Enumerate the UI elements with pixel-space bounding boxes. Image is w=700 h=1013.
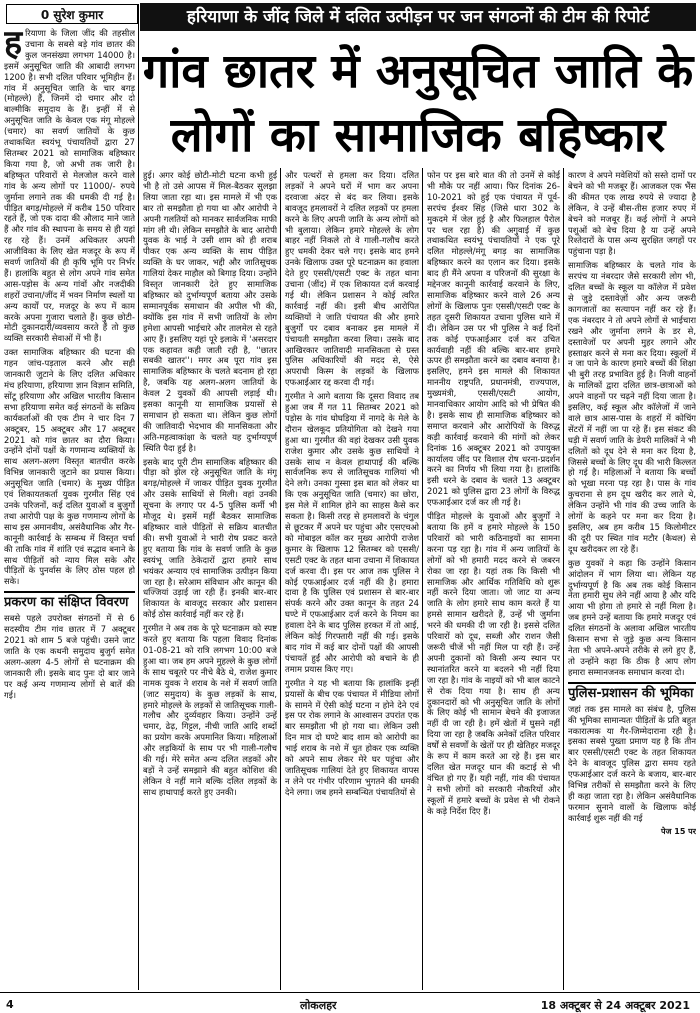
paragraph: रियाणा के जिला जींद की तहसील उचाना के सबसे बड़े गांव छातर की कुल जनसंख्या लगभग 14000 है। इसमें अनुसूचित जाति की आबादी लगभग 1200 है। सभी दलित परिवार भूमिहीन हैं। गांव में अनुसूचित जाति के चार बगड़ (मोहल्ले) हैं, जिनमें दो चमार और दो बाल्मीकि समुदाय के हैं। इन्हीं में से अनुसूचित जाति के केवल एक मंगू मोहल्ले (चमार) का सवर्ण जातियों के कुछ तथाकथित स्वयंभू पंचायतियों द्वारा 27 सितम्बर 2021 को सामाजिक बहिष्कार किया गया है, जो अभी तक जारी है। बहिष्कृत परिवारों से मेलजोल करने वाले गांव के अन्य लोगों पर 11000/- रुपये जुर्माना लगाने तक की धमकी दी गई है। पीड़ित बगड़/मोहल्ले में करीब 150 परिवार रहते हैं, जो एक दादा की औलाद माने जाते हैं और गांव की स्थापना के समय से ही यहां रह रहे हैं। उनमें अधिकतर अपनी आजीविका के लिए खेत मजदूर के रूप में सवर्ण जातियों की ही कृषि भूमि पर निर्भर हैं। हालांकि बहुत से लोग अपने गांव समेत आस-पड़ोस के अन्य गांवों और नजदीकी शहरों उचाना/जींद में भवन निर्माण स्थलों या अन्य कार्यों पर, मजदूर के रूप में काम करके अपना गुजारा चलाते हैं। कुछ छोटी-मोटी दुकानदारी/व्यवसाय करते हैं तो कुछ व्यक्ति सरकारी सेवाओं में भी हैं।: [4, 28, 135, 344]
column-rule: [422, 168, 423, 990]
article-column-5: [568, 170, 696, 990]
paragraph: गुरमीत ने आगे बताया कि दूसरा विवाद तब हुआ जब मैं गत 11 सितम्बर 2021 को पड़ोस के गांव घोघड़िया में नागदे के मेले के दौरान खेलकूद प्रतियोगिता को देखने गया हुआ था। गुरमीत की वहां देखकर उसी युवक राजेश कुमार और उसके कुछ साथियों ने उसके साथ न केवल हाथापाई की बल्कि सार्वजनिक रूप से जातिसूचक गालियां भी देने लगे। उनका गुस्सा इस बात को लेकर था कि एक अनुसूचित जाति (चमार) का छोरा, इस मेले में शामिल होने का साहस कैसे कर सकता है। किसी तरह से हमलावरों के चंगुल से छूटकर मैं अपने घर पहुंचा और एसएचओ को मोबाइल कॉल कर मुख्य आरोपी राजेश कुमार के खिलाफ 12 सितम्बर को एससी/एसटी एक्ट के तहत थाना उचाना में शिकायत दर्ज करवा दी। इस पर आज तक पुलिस ने कोई एफआईआर दर्ज नहीं की है। हमारा दावा है कि पुलिस एवं प्रशासन से बार-बार संपर्क करने और उक्त कानून के तहत 24 घण्टे में एफआईआर दर्ज करने के नियम का हवाला देने के बाद पुलिस हरकत में तो आई, लेकिन कोई गिरफ्तारी नहीं की गई। इसके बाद गांव में कई बार दोनों पक्षों की आपसी पंचायतें हुईं और आरोपी को बचाने के ही तमाम प्रयास किए गए।: [285, 391, 419, 674]
paragraph: कुछ युवकों ने कहा कि उन्होंने किसान आंदोलन में भाग लिया था। लेकिन यह दुर्भाग्यपूर्ण है कि अब तक कोई किसान नेता हमारी सुध लेने नहीं आया है और यदि आया भी होगा तो हमारे से नहीं मिला है। जब हमने उन्हें बताया कि हमारे मजदूर एवं दलित संगठनों के अलावा अखिल भारतीय किसान सभा से जुड़े कुछ अन्य किसान नेता भी अपने-अपने तरीके से लगे हुए हैं, तो उन्होंने कहा कि ठीक है आप लोग हमारा सम्मानजनक समाधान करवा दो।: [568, 557, 696, 677]
paragraph: कारण वे अपने मवेशियों को सस्ते दामों पर बेचने को भी मजबूर हैं। आजकल एक भैंस की कीमत एक लाख रुपये से ज्यादा है लेकिन, वे उन्हें बीस-तीस हजार रुपए में बेचने को मजबूर हैं। कई लोगों ने अपने पशुओं को बेच दिया है या उन्हें अपने रिश्तेदारों के पास अन्य सुरक्षित जगहों पर पहुंचाना पड़ा है।: [568, 170, 696, 257]
kicker-banner: हरियाणा के जींद जिले में दलित उत्पीड़न पर जन संगठनों की टीम की रिपोर्ट: [140, 3, 696, 31]
byline: 0 सुरेश कुमार: [6, 4, 138, 24]
paragraph: गुरमीत ने यह भी बताया कि हालांकि इन्हीं प्रयासों के बीच एक पंचायत में मीडिया लोगों के सामने में ऐसी कोई घटना न होने देने एवं इस पर रोक लगाने के आश्वासन उपरांत एक बार समझौता भी हो गया था। लेकिन उसी दिन मात्र दो घण्टे बाद शाम को आरोपी का भाई शराब के नशे में धुत होकर एक व्यक्ति को अपने साथ लेकर मेरे घर पहुंचा और जातिसूचक गालियां देते हुए शिकायत वापस न लेने पर गंभीर परिणाम भुगतने की धमकी देने लगा। जब हमने सम्बन्धित पंचायतियों से: [285, 677, 419, 797]
continued-label: पेज 15 पर: [661, 826, 696, 836]
paragraph: फोन पर इस बारे बात की तो उनमें से कोई भी मौके पर नहीं आया। फिर दिनांक 26-10-2021 को हुई एक पंचायत में पूर्व-सरपंच ईश्वर सिंह (जिसे धारा 302 के मुकदमे में जेल हुई है और फिलहाल पैरोल पर चल रहा है) की अगुवाई में कुछ तथाकथित स्वयंभू पंचायतियों ने एक पूरे दलित मोहल्ले/मंगू बगड़ का सामाजिक बहिष्कार करने का एलान कर दिया। इसके बाद ही मैंने अपना व परिजनों की सुरक्षा के मद्देनजर कानूनी कार्रवाई करवाने के लिए, सामाजिक बहिष्कार करने वाले 26 अन्य लोगों के खिलाफ पुनः एससी/एसटी एक्ट के तहत दूसरी शिकायत उचाना पुलिस थाने में दी। लेकिन उस पर भी पुलिस ने कई दिनों तक कोई एफआईआर दर्ज कर उचित कार्यवाही नहीं की बल्कि बार-बार हमारे ऊपर ही समझौता करने का दबाव बनाया है। इसलिए, हमने इस मामले की शिकायत माननीय राष्ट्रपति, प्रधानमंत्री, राज्यपाल, मुख्यमंत्री, एससी/एसटी आयोग, मानवाधिकार आयोग आदि को भी प्रेषित की है। इसके साथ ही सामाजिक बहिष्कार को समाप्त करवाने और आरोपियों के विरुद्ध कड़ी कार्रवाई करवाने की मांगों को लेकर दिनांक 16 अक्टूबर 2021 को उपायुक्त कार्यालय जींद पर विशाल रोष धरना-प्रदर्शन करने का निर्णय भी लिया गया है। हालांकि इसी धरने के दबाव के चलते 13 अक्टूबर 2021 को पुलिस द्वारा 23 लोगों के विरुद्ध एफआईआर दर्ज कर ली गई है।: [427, 170, 560, 508]
page-number: 4: [6, 998, 14, 1011]
issue-date: 18 अक्टूबर से 24 अक्टूबर 2021: [540, 999, 690, 1012]
article-column-4: [427, 170, 560, 990]
paragraph: सामाजिक बहिष्कार के चलते गांव के सरपंच या नंबरदार जैसे सरकारी लोग भी, दलित बच्चों के स्कूल या कॉलेज में प्रवेश से जुड़े दस्तावेज़ों और अन्य जरूरी कागजातों का सत्यापन नहीं कर रहे हैं। एक नंबरदार ने तो अपने लोगों से भाईचारा रखने और जुर्माना लगने के डर से, दस्तावेजों पर अपनी मुहर लगाने और हस्ताक्षर करने से मना कर दिया। स्कूलों में न जा पाने के कारण हमारे बच्चों की शिक्षा भी बुरी तरह प्रभावित हुई है। निजी वाहनों के मालिकों द्वारा दलित छात्र-छात्राओं को अपने वाहनों पर चढ़ने नहीं दिया जाता है। इसलिए, कई स्कूल और कॉलेजों में जाने वाले छात्र आस-पास के शहरों में कोचिंग सेंटरों में नहीं जा पा रहे हैं। इस संकट की घड़ी में सवर्ण जाति के डेयरी मालिकों ने भी दलितों को दूध देने से मना कर दिया है, जिससे बच्चों के लिए दूध की भारी किल्लत हो गई है। महिलाओं ने बताया कि बच्चों को भूखा मरना पड़ रहा है। पास के गांव कुचराना से हम दूध खरीद कर लाते थे, लेकिन उन्होंने भी गांव की उच्च जाति के लोगों के कहने पर मना कर दिया है। इसलिए, अब हम करीब 15 किलोमीटर की दूरी पर स्थित गांव मटौर (कैथल) से दूध खरीदकर ला रहे हैं।: [568, 260, 696, 554]
column-rule: [280, 168, 281, 990]
publication-name: लोकलहर: [300, 999, 337, 1012]
section-heading: प्रकरण का संक्षिप्त विवरण: [4, 591, 135, 611]
page-footer: [0, 996, 700, 1013]
paragraph: जहां तक इस मामले का संबंध है, पुलिस की भूमिका सामान्यतः पीड़ितों के प्रति बहुत नकारात्मक या गैर-जिम्मेदाराना रही है। इसका सबसे पुख्ता प्रमाण यह है कि तीन बार एससी/एसटी एक्ट के तहत शिकायत देने के बावजूद पुलिस द्वारा समय रहते एफआईआर दर्ज करने के बजाय, बार-बार विभिन्न तरीकों से समझौता करने के लिए ही कहा जाता रहा है। लेकिन असंवैधानिक फरमान सुनाने वालों के खिलाफ कोई कार्रवाई शुरू नहीं की गई: [568, 703, 696, 823]
headline: गांव छातर में अनुसूचित जाति के लोगों का सामाजिक बहिष्कार: [142, 44, 694, 163]
paragraph: गुरमीत ने अब तक के पूरे घटनाक्रम को स्पष्ट करते हुए बताया कि पहला विवाद दिनांक 01-08-21 को रात्रि लगभग 10:00 बजे हुआ था। जब हम अपने मुहल्ले के कुछ लोगों के साथ चबूतरे पर नीचे बैठे थे, राजेश कुमार नामक युवक ने शराब के नशे में सवर्ण जाति (जाट समुदाय) के कुछ लड़कों के साथ, हमारे मोहल्ले के लड़कों से जातिसूचक गाली-गलौच और दुर्व्यवहार किया। उन्होंने उन्हें चमार, ढेढ़, गिट्टल, नीची जाति आदि शब्दों का प्रयोग करके अपमानित किया। महिलाओं और लड़कियों के साथ पर भी गाली-गलौच की गई। मेरे समेत अन्य दलित लड़कों और बड़ों ने उन्हें समझाने की बहुत कोशिश की लेकिन वे नहीं माने बल्कि दलित लड़कों के साथ हाथापाई करते हुए उनकी।: [143, 623, 277, 797]
column-rule: [563, 168, 564, 990]
article-column-1: [4, 28, 135, 990]
article-column-3: [285, 170, 419, 990]
paragraph: पीड़ित मोहल्ले के युवाओं और बुजुर्गों ने बताया कि हमें व हमारे मोहल्ले के 150 परिवारों को भारी कठिनाइयों का सामना करना पड़ रहा है। गांव में अन्य जातियों के लोगों को भी हमारी मदद करने से जबरन रोका जा रहा है। यहां तक कि किसी भी सामाजिक और आर्थिक गतिविधि को शुरू नहीं करने दिया जाता। जो जाट या अन्य जाति के लोग हमारे साथ काम करते हैं या हमसे सामान खरीदते हैं, उन्हें भी जुर्माना भरने की धमकी दी जा रही है। इससे दलित परिवारों को दूध, सब्जी और राशन जैसी जरूरी चीजें भी नहीं मिल पा रही हैं। उन्हें अपनी दुकानों को किसी अन्य स्थान पर स्थानांतरित करने या बदलने भी नहीं दिया जा रहा है। गांव के नाइयों को भी बाल काटने से रोक दिया गया है। साथ ही अन्य दुकानदारों को भी अनुसूचित जाति के लोगों के लिए कोई भी सामान बेचने की इजाजत नहीं दी जा रही है। हमें खेतों में घुसने नहीं दिया जा रहा है जबकि अनेकों दलित परिवार वर्षों से सवर्णों के खेतों पर ही खेतिहर मजदूर के रूप में काम करते आ रहे हैं। इस बार दलित खेत मजदूर धान की कटाई से भी वंचित हो गए हैं। यही नहीं, गांव की पंचायत ने सभी लोगों को सरकारी नौकरियों और स्कूलों में हमारे बच्चों के प्रवेश से भी रोकने के कड़े निर्देश दिए हैं।: [427, 511, 560, 816]
paragraph: सबसे पहले उपरोक्त संगठनों में से 6 सदस्यीय टीम गांव छातर में 7 अक्टूबर 2021 को शाम 5 बजे पहुंची। उसने जाट जाति के एक कथनी समुदाय बुजुर्ग समेत अलग-अलग 4-5 लोगों से घटनाक्रम की जानकारी ली। इसके बाद पुनः दो बार जाने पर कई अन्य गणमान्य लोगों से बातें की गई।: [4, 613, 135, 700]
column-rule: [138, 4, 139, 990]
paragraph: इसके बाद पूरी टीम सामाजिक बहिष्कार की पीड़ा को झेल रहे अनुसूचित जाति के मंगू बगड़/मोहल्ले में जाकर पीड़ित युवक गुरमीत और उसके साथियों से मिली। वहां उनकी सूचना के लगाए पर 4-5 पुलिस कर्मी भी मौजूद थे। इसमें महीं बैठकर सामाजिक बहिष्कार वाले पीड़ितों से सक्रिय बातचीत की। सभी युवाओं ने भारी रोष प्रकट करते हुए बताया कि गांव के सवर्ण जाति के कुछ स्वयंभू जाति ठेकेदारों द्वारा हमारे साथ भयंकर अन्याय एवं सामाजिक उत्पीड़न किया जा रहा है। सरेआम संविधान और कानून की धज्जियां उड़ाई जा रही हैं। इनकी बार-बार शिकायत के बावजूद सरकार और प्रशासन कोई ठोस कार्रवाई नहीं कर रहे हैं।: [143, 456, 277, 620]
drop-cap: ह: [4, 28, 23, 63]
section-heading: पुलिस-प्रशासन की भूमिका: [568, 682, 696, 702]
footer-rule: [0, 992, 700, 993]
paragraph: और पत्थरों से हमला कर दिया। दलित लड़कों ने अपने घरों में भाग कर अपना दरवाजा अंदर से बंद कर लिया। इसके बावजूद हमलावरों ने दलित लड़कों पर हमला करने के लिए अपनी जाति के अन्य लोगों को भी बुलाया। लेकिन हमारे मोहल्ले के लोग बाहर नहीं निकले तो वे गाली-गलौच करते हुए धमकी देकर चले गए। इसके बाद हमने उनके खिलाफ उक्त पूरे घटनाक्रम का हवाला देते हुए एससी/एसटी एक्ट के तहत थाना उचाना (जींद) में एक शिकायत दर्ज करवाई गई थी। लेकिन प्रशासन ने कोई त्वरित कार्रवाई नहीं की। इसी बीच आरोपित व्यक्तियों ने जाति पंचायत की और हमारे बुजुर्गों पर दबाव बनाकर इस मामले में पंचायती समझौता करवा लिया। उसके बाद आखिरकार जातिवादी मानसिकता से ग्रस्त पुलिस अधिकारियों की मदद से, ऐसे अपराधी किस्म के लड़कों के खिलाफ एफआईआर रद्द करवा दी गई।: [285, 170, 419, 388]
paragraph: उक्त सामाजिक बहिष्कार की घटना की गहन जांच-पड़ताल करने और सही जानकारी जुटाने के लिए दलित अधिकार मंच हरियाणा, हरियाणा ज्ञान विज्ञान समिति, सोंटू हरियाणा और अखिल भारतीय किसान सभा हरियाणा समेत कई संगठनों के सक्रिय कार्यकर्ताओं की एक टीम ने चार दिन 7 अक्टूबर, 15 अक्टूबर और 17 अक्टूबर 2021 को गांव छातर का दौरा किया। उन्होंने दोनों पक्षों के गणमान्य व्यक्तियों के साथ अलग-अलग विस्तृत बातचीत करके विभिन्न जानकारी जुटाने का प्रयास किया। अनुसूचित जाति (चमार) के मुख्य पीड़ित एवं शिकायतकर्ता युवक गुरमीत सिंह एवं उनके परिजनों, कई दलित युवाओं व बुजुर्गों तथा आरोपी पक्ष के कुछ गणमान्य लोगों के साथ इस अमानवीय, असंवैधानिक और गैर-कानूनी कार्रवाई के सम्बन्ध में विस्तृत चर्चा की ताकि गांव में शांति एवं सद्भाव बनाने के साथ पीड़ितों को न्याय मिल सके और पीड़ितों के पुनर्वास के लिए ठोस पहल हो सके।: [4, 347, 135, 587]
paragraph: हुई। अगर कोई छोटी-मोटी घटना कभी हुई भी है तो उसे आपस में मिल-बैठकर सुलझा लिया जाता रहा था। इस मामले में भी एक बार तो समझौता हो गया था और आरोपी ने अपनी गलतियों को मानकर सार्वजनिक माफी मांग ली थी। लेकिन समझौते के बाद आरोपी युवक के भाई ने उसी शाम को ही शराब पीकर एक अन्य व्यक्ति के साथ पीड़ित व्यक्ति के घर जाकर, भद्दी और जातिसूचक गालियां देकर माहौल को बिगाड़ दिया। उन्होंने विस्तृत जानकारी देते हुए सामाजिक बहिष्कार को दुर्भाग्यपूर्ण बताया और उसके सम्मानपूर्वक समाधान की अपील भी की, क्योंकि इस गांव में सभी जातियों के लोग हमेशा आपसी भाईचारे और तालमेल से रहते आए हैं। इसलिए यहां पूरे इलाके में 'असरदार एक कहावत कही जाती रही है, ''छातर सबकी खातर''। मगर अब पूरा गांव इस सामाजिक बहिष्कार के चलते बदनाम हो रहा है, जबकि यह अलग-अलग जातियों के केवल 2 युवकों की आपसी लड़ाई थी। इसका कानूनी या सामाजिक प्रयासों से समाधान हो सकता था। लेकिन कुछ लोगों की जातिवादी भेदभाव की मानसिकता और अति-महत्वाकांक्षा के चलते यह दुर्भाग्यपूर्ण स्थिति पैदा हुई है।: [143, 170, 277, 453]
article-column-2: [143, 170, 277, 990]
